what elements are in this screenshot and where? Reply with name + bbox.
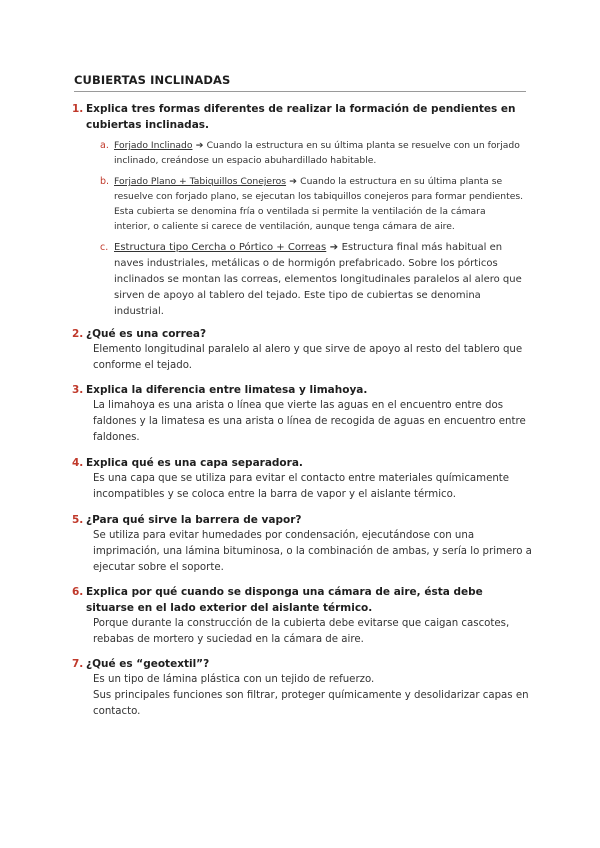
subitem-text: Cuando la estructura en su última planta se resuelve con forjado plano, se ejecutan los tabiquillos conejeros para formar pendientes. Esta cubierta se denomina fría o ventilada si permite la ventilación de la cámara interior, o caliente si carece de ventilación, aunque tenga cámara de aire. bbox=[114, 176, 524, 232]
answer-text: Es un tipo de lámina plástica con un tejido de refuerzo. bbox=[93, 674, 375, 685]
question-number: 2. bbox=[72, 328, 84, 340]
question-title: Explica tres formas diferentes de realizar la formación de pendientes en cubiertas inclinadas. bbox=[86, 103, 516, 131]
question-number: 7. bbox=[72, 658, 84, 670]
arrow-icon: ➔ bbox=[286, 176, 301, 187]
arrow-icon: ➔ bbox=[326, 242, 342, 253]
question-3 bbox=[72, 382, 532, 446]
question-number: 4. bbox=[72, 457, 84, 469]
subitem-term: Forjado Inclinado bbox=[114, 140, 193, 151]
subitem-term: Estructura tipo Cercha o Pórtico + Correas bbox=[114, 242, 327, 253]
subitem-term: Forjado Plano + Tabiquillos Conejeros bbox=[114, 176, 287, 187]
arrow-icon: ➔ bbox=[192, 140, 207, 151]
subitem-letter: a. bbox=[100, 140, 109, 151]
question-2 bbox=[72, 326, 532, 374]
subitem-letter: c. bbox=[100, 242, 109, 253]
question-1 bbox=[72, 101, 532, 320]
answer-text: Es una capa que se utiliza para evitar el contacto entre materiales químicamente incompatibles y se coloca entre la barra de vapor y el aislante térmico. bbox=[93, 473, 510, 500]
subitem-c bbox=[100, 240, 532, 320]
subitem-text: Cuando la estructura en su última planta se resuelve con un forjado inclinado, creándose un espacio abuhardillado habitable. bbox=[114, 140, 520, 166]
question-4 bbox=[72, 455, 532, 503]
question-number: 1. bbox=[72, 103, 84, 115]
title-divider bbox=[74, 91, 526, 92]
question-title: ¿Qué es una correa? bbox=[86, 328, 207, 340]
question-title: Explica la diferencia entre limatesa y limahoya. bbox=[86, 384, 368, 396]
answer-text-2: Sus principales funciones son filtrar, proteger químicamente y desolidarizar capas en contacto. bbox=[93, 690, 529, 717]
subitem-b bbox=[100, 174, 532, 234]
question-title: Explica qué es una capa separadora. bbox=[86, 457, 303, 469]
question-title: ¿Para qué sirve la barrera de vapor? bbox=[86, 514, 302, 526]
subitem-a bbox=[100, 138, 532, 168]
answer-text: La limahoya es una arista o línea que vierte las aguas en el encuentro entre dos faldones y la limatesa es una arista o línea de recogida de aguas en encuentro entre faldones. bbox=[93, 400, 526, 443]
page-title: CUBIERTAS INCLINADAS bbox=[74, 73, 231, 87]
question-5 bbox=[72, 512, 532, 576]
question-6 bbox=[72, 584, 532, 648]
question-title: Explica por qué cuando se disponga una cámara de aire, ésta debe situarse en el lado exterior del aislante térmico. bbox=[86, 586, 483, 614]
question-7 bbox=[72, 656, 532, 720]
subitem-text: Estructura final más habitual en naves industriales, metálicas o de hormigón prefabricado. Sobre los pórticos inclinados se montan las correas, elementos longitudinales paralelos al alero que sirven de apoyo al tablero del tejado. Este tipo de cubiertas se denomina industrial. bbox=[114, 242, 522, 317]
question-number: 6. bbox=[72, 586, 84, 598]
question-number: 5. bbox=[72, 514, 84, 526]
answer-text: Elemento longitudinal paralelo al alero y que sirve de apoyo al resto del tablero que conforme el tejado. bbox=[93, 344, 523, 371]
subitem-letter: b. bbox=[100, 176, 110, 187]
question-number: 3. bbox=[72, 384, 84, 396]
answer-text: Se utiliza para evitar humedades por condensación, ejecutándose con una imprimación, una lámina bituminosa, o la combinación de ambas, y sería lo primero a ejecutar sobre el soporte. bbox=[93, 530, 532, 573]
answer-text: Porque durante la construcción de la cubierta debe evitarse que caigan cascotes, rebabas de mortero y suciedad en la cámara de aire. bbox=[93, 618, 510, 645]
question-title: ¿Qué es “geotextil”? bbox=[86, 658, 210, 670]
